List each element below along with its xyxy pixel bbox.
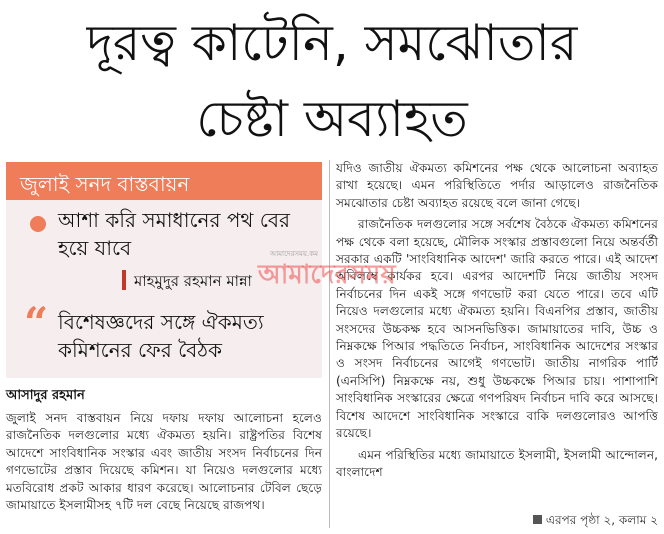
- bullet-dot-icon: [30, 216, 46, 232]
- watermark: আমাদেরসময়: [258, 260, 396, 290]
- quote-attribution: মাহমুদুর রহমান মান্না: [134, 272, 252, 290]
- continued-label: এরপর পৃষ্ঠা ২, কলাম ২: [545, 513, 658, 527]
- article-paragraph: যদিও জাতীয় ঐকমত্য কমিশনের পক্ষ থেকে আলোচনা অব্যাহত রাখা হয়েছে। এমন পরিস্থিতিতে পর্দার আড়ালেও রাজনৈতিক সমঝোতার চেষ্টা অব্যাহত রয়েছে বলে জানা গেছে।: [336, 161, 658, 210]
- article-column-left: [6, 386, 322, 514]
- pull-quote: আশা করি সমাধানের পথ বের হয়ে যাবে: [58, 208, 290, 260]
- article-column-right: [336, 160, 658, 481]
- article-paragraph: এমন পরিস্থিতির মধ্যে জামায়াতে ইসলামী, ইসলামী আন্দোলন, বাংলাদেশ: [336, 447, 658, 479]
- quote-mark-icon: “: [24, 298, 49, 347]
- byline: আসাদুর রহমান: [6, 388, 85, 403]
- article-paragraph: জুলাই সনদ বাস্তবায়ন নিয়ে দফায় দফায় আলোচনা হলেও রাজনৈতিক দলগুলোর মধ্যে ঐকমত্য হয়নি। রাষ্ট্রপতির বিশেষ আদেশে সাংবিধানিক সংস্কার এবং জাতীয় সংসদ নির্বাচনের দিন গণভোটের প্রস্তাব দিয়েছে কমিশন। যা নিয়েও দলগুলোর মধ্যে মতবিরোধ প্রকট আকার ধারণ করেছে। আলোচনার টেবিল ছেড়ে জামায়াতে ইসলামীসহ ৭টি দল বেছে নিয়েছে রাজপথ।: [6, 411, 322, 513]
- article-paragraph: রাজনৈতিক দলগুলোর সঙ্গে সর্বশেষ বৈঠকে ঐকমত্য কমিশনের পক্ষ থেকে বলা হয়েছে, মৌলিক সংস্কার প্রস্তাবগুলো নিয়ে অন্তর্বর্তী সরকার একটি 'সাংবিধানিক আদেশ' জারি করতে পারে। এই আদেশ অবিলম্বে কার্যকর হবে। এরপর আদেশটি নিয়ে জাতীয় সংসদ নির্বাচনের দিন একই সঙ্গে গণভোট করা যেতে পারে। তবে এটি নিয়েও দলগুলোর মধ্যে ঐকমত্য হয়নি। বিএনপির প্রস্তাব, জাতীয় সংসদের উচ্চকক্ষ হবে আসনভিত্তিক। জামায়াতের দাবি, উচ্চ ও নিম্নকক্ষে পিআর পদ্ধতিতে নির্বাচন, সাংবিধানিক আদেশের সংস্কার ও সংসদ নির্বাচনের আগেই গণভোট। জাতীয় নাগরিক পার্টি (এনসিপি) নিম্নকক্ষে নয়, শুধু উচ্চকক্ষে পিআর চায়। পাশাপাশি সাংবিধানিক সংস্কারের ক্ষেত্রে গণপরিষদ নির্বাচন দাবি করে আসছে। বিশেষ আদেশে সাংবিধানিক সংস্কারে বাকি দলগুলোরও আপত্তি রয়েছে।: [336, 217, 658, 441]
- headline-line-2: চেষ্টা অব্যাহত: [196, 90, 468, 148]
- banner-text: জুলাই সনদ বাস্তবায়ন: [20, 172, 190, 196]
- column-divider: [329, 160, 330, 528]
- watermark-small: আমাদেরসময়.কম: [270, 250, 319, 258]
- sidebar-banner: [6, 162, 322, 200]
- sub-headline: বিশেষজ্ঞদের সঙ্গে ঐকমত্য কমিশনের ফের বৈঠক: [58, 310, 264, 362]
- square-bullet-icon: [533, 515, 542, 524]
- continued-on-page[interactable]: [533, 512, 658, 532]
- headline-line-1: দূরত্ব কাটেনি, সমঝোতার: [86, 14, 578, 72]
- attribution-bar: [122, 270, 126, 290]
